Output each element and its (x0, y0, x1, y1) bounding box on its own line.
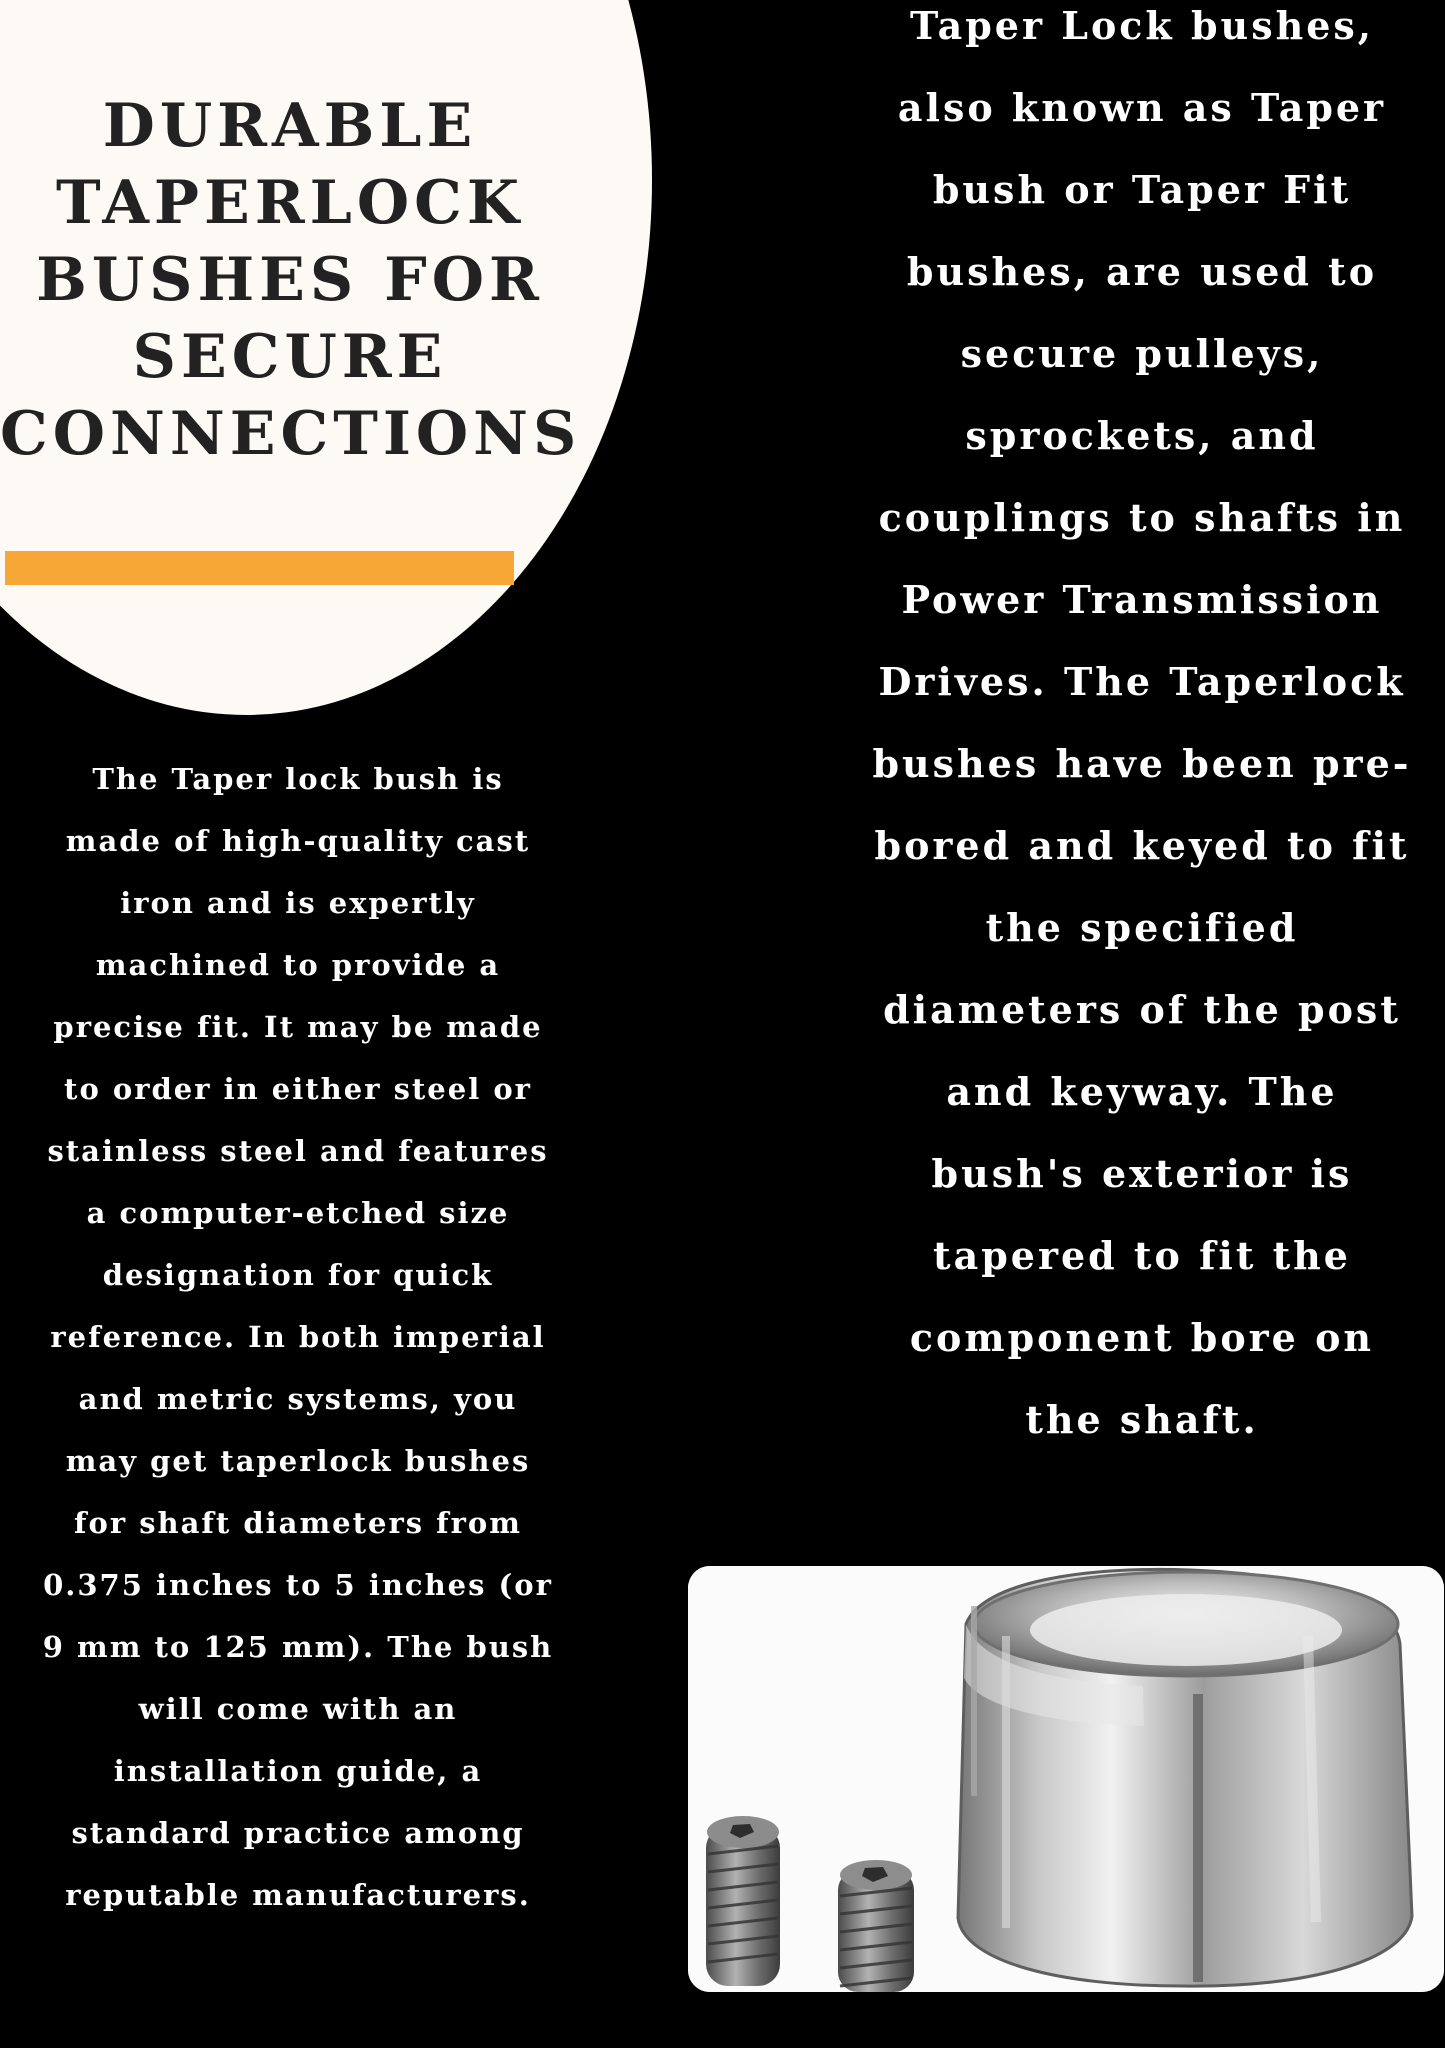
accent-bar (5, 551, 514, 585)
details-paragraph: The Taper lock bush is made of high-quality cast iron and is expertly machined to provide a precise fit. It may be made to order in either steel or stainless steel and features a computer-etched size designation for quick reference. In both imperial and metric systems, you may get taperlock bushes for shaft diameters from 0.375 inches to 5 inches (or 9 mm to 125 mm). The bush will come with an installation guide, a standard practice among reputable manufacturers. (42, 762, 554, 1912)
bush-component (958, 1569, 1412, 1986)
taper-lock-bush-image (688, 1566, 1444, 1992)
page-title: DURABLE TAPERLOCK BUSHES FOR SECURE CONNECTIONS (0, 91, 582, 469)
set-screw-right (838, 1860, 914, 1992)
set-screw-left (706, 1816, 780, 1986)
intro-paragraph: Taper Lock bushes, also known as Taper bush or Taper Fit bushes, are used to secure pulleys, sprockets, and couplings to shafts in Power Transmission Drives. The Taperlock bushes have been pre- bored and keyed to fit the specified diameters of the post and keyway. The bush's exterior is tapered to fit the component bore on the shaft. (872, 3, 1412, 1442)
product-photo (688, 1566, 1444, 1992)
